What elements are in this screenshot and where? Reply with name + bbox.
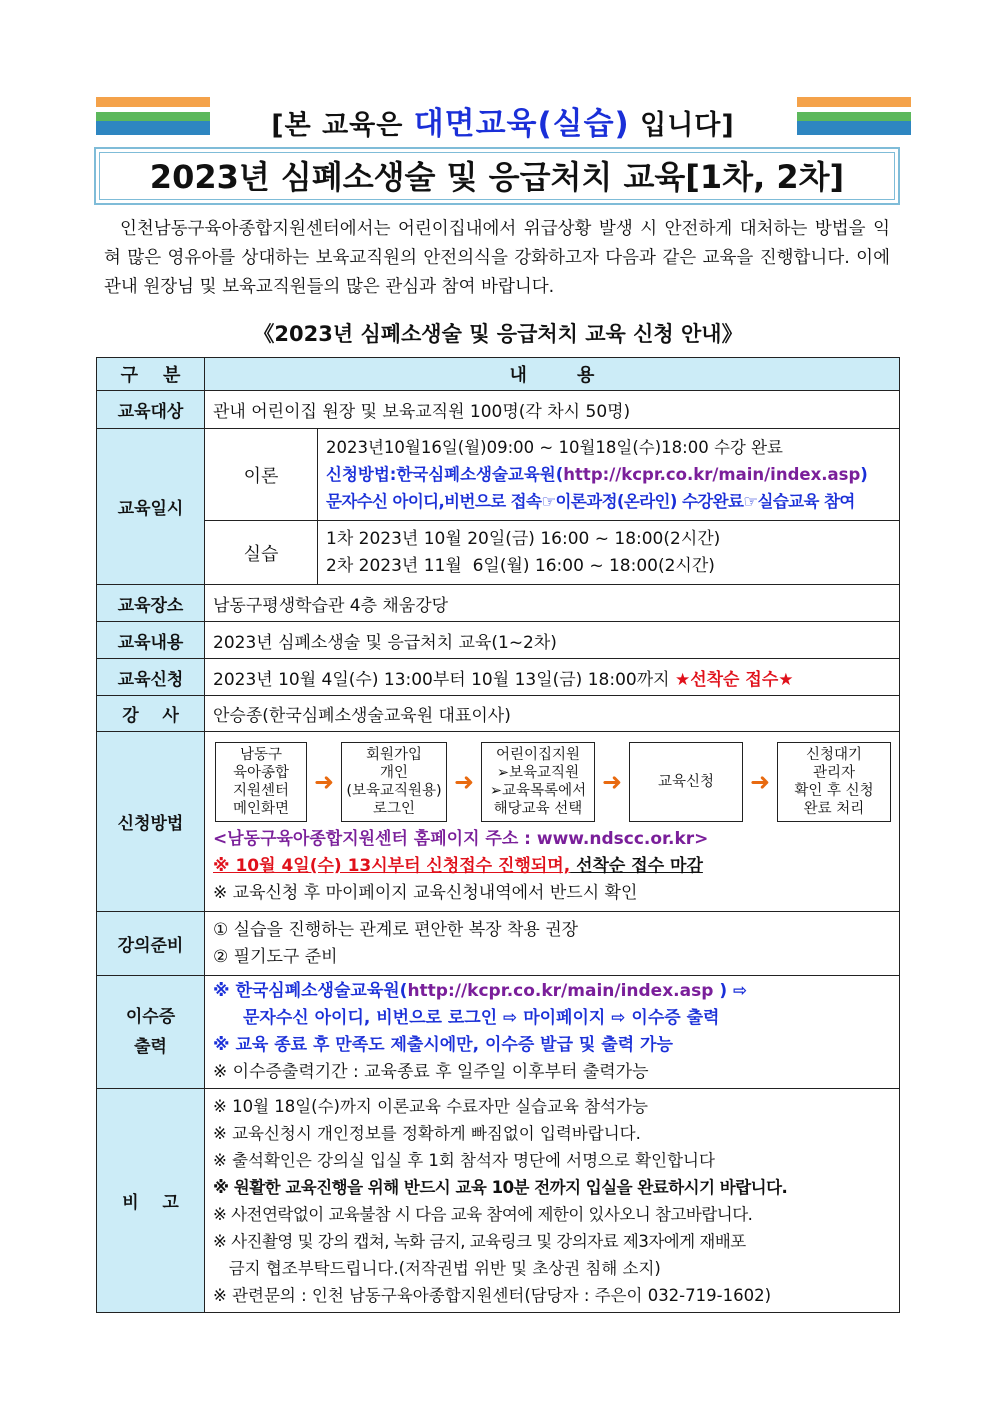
remark-line: ※ 출석확인은 강의실 입실 후 1회 참석자 명단에 서명으로 확인합니다 xyxy=(213,1150,715,1170)
application-flow xyxy=(215,742,891,822)
info-table xyxy=(96,357,900,1313)
value-apply-period: 2023년 10월 4일(수) 13:00부터 10월 13일(금) 18:00까지 ★선착순 접수★ xyxy=(205,659,900,696)
kcpr-cert-link[interactable]: http://kcpr.co.kr/main/index.asp xyxy=(407,981,714,1001)
remark-line: ※ 사진촬영 및 강의 캡쳐, 녹화 금지, 교육링크 및 강의자료 제3자에게 재배포 xyxy=(213,1231,746,1251)
label-content: 교육내용 xyxy=(97,622,205,659)
flow-step-apply: 교육신청 xyxy=(629,742,743,822)
value-instructor: 안승종(한국심폐소생술교육원 대표이사) xyxy=(205,696,900,732)
remark-line: ※ 사전연락없이 교육불참 시 다음 교육 참여에 제한이 있사오니 참고바랍니다. xyxy=(213,1204,753,1224)
section-subtitle: 《2023년 심폐소생술 및 응급처치 교육 신청 안내》 xyxy=(253,322,743,346)
decorative-stripe-left xyxy=(96,97,210,135)
label-method: 신청방법 xyxy=(97,732,205,912)
flow-arrow-icon: ➜ xyxy=(313,768,335,796)
flow-step-confirm: 신청대기 관리자 확인 후 신청 완료 처리 xyxy=(777,742,891,822)
flow-arrow-icon: ➜ xyxy=(453,768,475,796)
value-target: 관내 어린이집 원장 및 보육교직원 100명(각 차시 50명) xyxy=(205,391,900,429)
value-content: 2023년 심폐소생술 및 응급처치 교육(1~2차) xyxy=(205,622,900,659)
label-remarks: 비 고 xyxy=(97,1089,205,1313)
label-prep: 강의준비 xyxy=(97,912,205,976)
note-confirm: ※ 교육신청 후 마이페이지 교육신청내역에서 반드시 확인 xyxy=(213,883,638,903)
remark-line: ※ 관련문의 : 인천 남동구육아종합지원센터(담당자 : 주은이 032-719-1602) xyxy=(213,1285,772,1305)
note-red: ※ 10월 4일(수) 13시부터 신청접수 진행되며, xyxy=(213,856,571,876)
flow-arrow-icon: ➜ xyxy=(601,768,623,796)
label-instructor: 강 사 xyxy=(97,696,205,732)
remark-line: ※ 교육신청시 개인정보를 정확하게 빠짐없이 입력바랍니다. xyxy=(213,1123,641,1143)
decorative-stripe-right xyxy=(797,97,911,135)
notice-banner: [본 교육은 대면교육(실습) 입니다] xyxy=(271,106,735,142)
flow-step-login: 회원가입 개인 (보육교직원용) 로그인 xyxy=(341,742,447,822)
value-theory: 2023년10월16일(월)09:00 ~ 10월18일(수)18:00 수강 완료 신청방법:한국심폐소생술교육원(http://kcpr.co.kr/main/index.asp) 문자수신 아이디,비번으로 접속☞이론과정(온라인) 수강완료☞실습교육 참여 xyxy=(318,429,900,521)
practice-line2: 2차 2023년 11월 6일(월) 16:00 ~ 18:00(2시간) xyxy=(326,555,715,576)
value-practice xyxy=(318,521,900,585)
header-content: 내 용 xyxy=(205,358,900,391)
cert-line2: 문자수신 아이디, 비번으로 로그인 ⇨ 마이페이지 ⇨ 이수증 출력 xyxy=(243,1008,720,1028)
label-theory: 이론 xyxy=(205,429,318,521)
value-place: 남동구평생학습관 4층 채움강당 xyxy=(205,585,900,622)
homepage-address: <남동구육아종합지원센터 홈페이지 주소 : www.ndscc.or.kr> xyxy=(213,829,709,849)
value-certificate: ※ 한국심폐소생술교육원(http://kcpr.co.kr/main/index.asp ) ⇨ 문자수신 아이디, 비번으로 로그인 ⇨ 마이페이지 ⇨ 이수증 출력 ※ 교육 종료 후 만족도 제출시에만, 이수증 발급 및 출력 가능 ※ 이수증출력기간 : 교육종료 후 일주일 이후부터 출력가능 xyxy=(205,976,900,1089)
first-come-badge: ★선착순 접수★ xyxy=(674,669,794,690)
prep-line2: ② 필기도구 준비 xyxy=(213,946,338,967)
notice-highlight: 대면교육(실습) xyxy=(413,106,630,142)
flow-step-select: 어린이집지원 ➢보육교직원 ➢교육목록에서 해당교육 선택 xyxy=(481,742,595,822)
remark-line: ※ 원활한 교육진행을 위해 반드시 교육 10분 전까지 입실을 완료하시기 바랍니다. xyxy=(213,1177,788,1197)
cert-line3: ※ 교육 종료 후 만족도 제출시에만, 이수증 발급 및 출력 가능 xyxy=(213,1035,673,1055)
remark-line: ※ 10월 18일(수)까지 이론교육 수료자만 실습교육 참석가능 xyxy=(213,1096,648,1116)
kcpr-link[interactable]: http://kcpr.co.kr/main/index.asp xyxy=(563,465,861,484)
header-category: 구 분 xyxy=(97,358,205,391)
value-remarks xyxy=(205,1089,900,1313)
flow-arrow-icon: ➜ xyxy=(749,768,771,796)
theory-line1: 2023년10월16일(월)09:00 ~ 10월18일(수)18:00 수강 완료 xyxy=(326,438,783,457)
cert-line4: ※ 이수증출력기간 : 교육종료 후 일주일 이후부터 출력가능 xyxy=(213,1062,649,1082)
label-target: 교육대상 xyxy=(97,391,205,429)
value-prep xyxy=(205,912,900,976)
prep-line1: ① 실습을 진행하는 관계로 편안한 복장 착용 권장 xyxy=(213,919,579,940)
label-practice: 실습 xyxy=(205,521,318,585)
flow-step-main: 남동구 육아종합 지원센터 메인화면 xyxy=(215,742,307,822)
page-title: 2023년 심폐소생술 및 응급처치 교육[1차, 2차] xyxy=(99,152,895,200)
label-place: 교육장소 xyxy=(97,585,205,622)
intro-paragraph: 인천남동구육아종합지원센터에서는 어린이집내에서 위급상황 발생 시 안전하게 대처하는 방법을 익혀 많은 영유아를 상대하는 보육교직원의 안전의식을 강화하고자 다음과 같은 교육을 진행합니다. 이에 관내 원장님 및 보육교직원들의 많은 관심과 참여 바랍니다. xyxy=(104,219,890,297)
title-box xyxy=(94,147,900,205)
label-schedule: 교육일시 xyxy=(97,429,205,585)
value-method: 남동구 육아종합 지원센터 메인화면 ➜ 회원가입 개인 (보육교직원용) 로그인 ➜ 어린이집지원 ➢보육교직원 ➢교육목록에서 해당교육 선택 ➜ 교육신청 ➜ 신청대기 관리자 확인 후 신청 완료 처리 <남동구육아종합지원센터 홈페이지 주소 : www.ndscc.or.kr> ※ 10월 4일(수) 13시부터 신청접수 진행되며, 선착순 접수 마감 ※ 교육신청 후 마이페이지 교육신청내역에서 반드시 확인 xyxy=(205,732,900,912)
theory-line3: 문자수신 아이디,비번으로 접속☞이론과정(온라인) 수강완료☞실습교육 참여 xyxy=(326,492,855,511)
practice-line1: 1차 2023년 10월 20일(금) 16:00 ~ 18:00(2시간) xyxy=(326,528,721,549)
label-certificate: 이수증 출력 xyxy=(97,976,205,1089)
remark-line: 금지 협조부탁드립니다.(저작권법 위반 및 초상권 침해 소지) xyxy=(213,1258,661,1278)
label-apply-period: 교육신청 xyxy=(97,659,205,696)
